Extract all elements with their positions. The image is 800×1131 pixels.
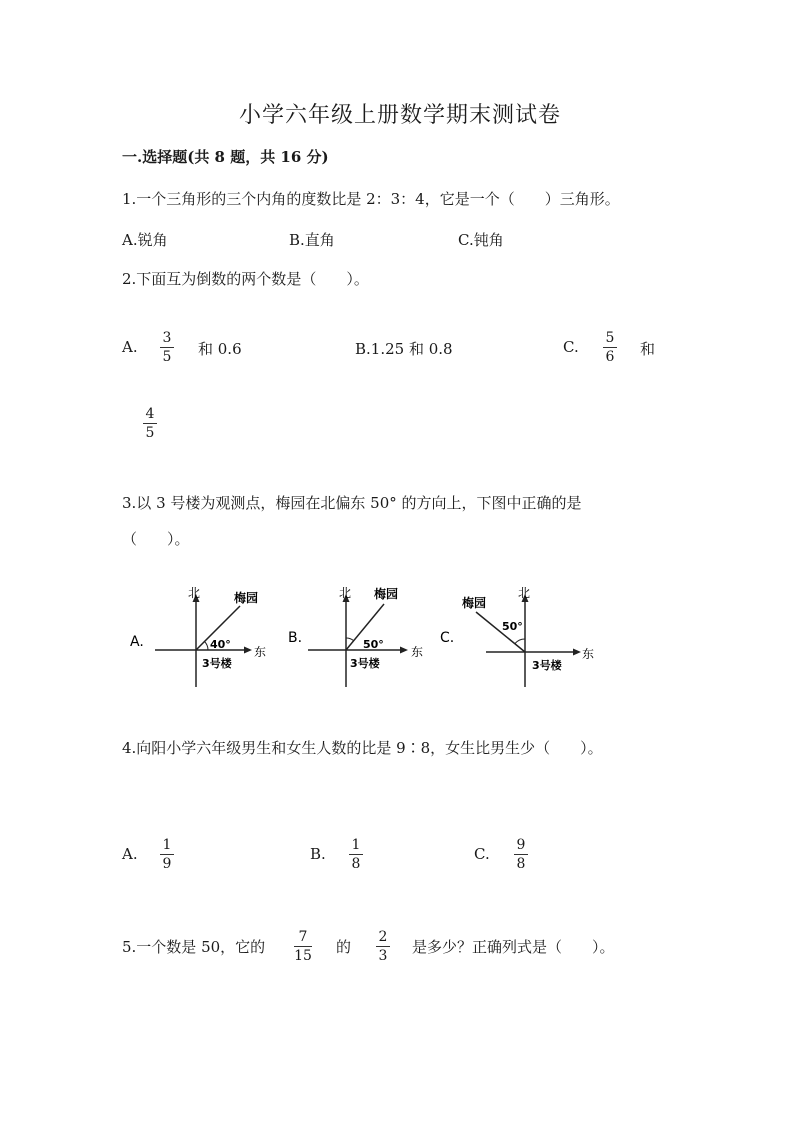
- question-5-fraction-2: [376, 929, 390, 964]
- page-title: 小学六年级上册数学期末测试卷: [238, 103, 561, 128]
- question-1-option-a[interactable]: A.锐角: [122, 231, 168, 249]
- question-4-option-a-fraction: [160, 837, 174, 872]
- question-4-stem: 4.向阳小学六年级男生和女生人数的比是 9∶8，女生比男生少（ ）。: [122, 739, 603, 757]
- target-label: 梅园: [462, 596, 487, 610]
- question-3-stem-line-1: 3.以 3 号楼为观测点，梅园在北偏东 50° 的方向上，下图中正确的是: [122, 494, 582, 512]
- question-3-diagram-a[interactable]: [128, 582, 273, 690]
- fraction-denominator: 15: [294, 948, 312, 964]
- question-2-option-b[interactable]: B.1.25 和 0.8: [355, 340, 453, 358]
- origin-label: 3号楼: [532, 659, 562, 672]
- question-1-option-b[interactable]: B.直角: [289, 231, 335, 249]
- east-label: 东: [582, 647, 595, 661]
- question-5-stem-b: 的: [336, 938, 352, 956]
- fraction-denominator: 6: [605, 349, 615, 365]
- question-4-option-c-fraction: [514, 837, 528, 872]
- north-label: 北: [188, 586, 201, 600]
- east-label: 东: [254, 645, 267, 659]
- target-label: 梅园: [374, 587, 399, 601]
- question-3-diagram-c[interactable]: [438, 582, 603, 690]
- question-1-option-c[interactable]: C.钝角: [458, 231, 504, 249]
- angle-label: 40°: [210, 638, 231, 651]
- question-3-stem-line-2: （ ）。: [122, 530, 190, 548]
- target-label: 梅园: [234, 591, 259, 605]
- diagram-option-label: C.: [440, 630, 455, 646]
- origin-label: 3号楼: [202, 657, 232, 670]
- question-4-option-b-label[interactable]: B.: [310, 845, 326, 863]
- section-heading: 一.选择题(共 8 题，共 16 分): [122, 148, 329, 166]
- question-5-stem-a: 5.一个数是 50，它的: [122, 938, 266, 956]
- angle-label: 50°: [502, 620, 523, 633]
- fraction-numerator: 5: [605, 330, 615, 346]
- question-2-option-c-fraction: [603, 330, 617, 365]
- question-4-option-a-label[interactable]: A.: [122, 845, 138, 863]
- fraction-numerator: 2: [378, 929, 388, 945]
- fraction-denominator: 8: [516, 856, 526, 872]
- north-label: 北: [339, 586, 352, 600]
- fraction-denominator: 9: [162, 856, 172, 872]
- question-2-option-c-fraction-2: [143, 406, 157, 441]
- fraction-numerator: 4: [145, 406, 155, 422]
- origin-label: 3号楼: [350, 657, 380, 670]
- question-5-fraction-1: [294, 929, 312, 964]
- fraction-numerator: 1: [162, 837, 172, 853]
- fraction-denominator: 3: [378, 948, 388, 964]
- fraction-numerator: 1: [351, 837, 361, 853]
- question-2-option-c-label[interactable]: C.: [563, 338, 579, 356]
- north-label: 北: [518, 586, 531, 600]
- fraction-denominator: 8: [351, 856, 361, 872]
- fraction-numerator: 9: [516, 837, 526, 853]
- diagram-option-label: A.: [130, 634, 144, 650]
- question-2-option-a-label[interactable]: A.: [122, 338, 138, 356]
- question-2-option-a-tail: 和 0.6: [198, 340, 242, 358]
- angle-label: 50°: [363, 638, 384, 651]
- east-label: 东: [411, 645, 424, 659]
- question-5-stem-c: 是多少？正确列式是（ ）。: [412, 938, 615, 956]
- question-4-option-b-fraction: [349, 837, 363, 872]
- fraction-numerator: 3: [162, 330, 172, 346]
- question-1-stem: 1.一个三角形的三个内角的度数比是 2：3：4，它是一个（ ）三角形。: [122, 190, 620, 208]
- fraction-denominator: 5: [145, 425, 155, 441]
- question-4-option-c-label[interactable]: C.: [474, 845, 490, 863]
- fraction-denominator: 5: [162, 349, 172, 365]
- question-3-diagram-b[interactable]: [286, 582, 431, 690]
- fraction-numerator: 7: [298, 929, 308, 945]
- question-2-option-c-tail: 和: [640, 340, 656, 358]
- question-2-stem: 2.下面互为倒数的两个数是（ ）。: [122, 270, 369, 288]
- diagram-option-label: B.: [288, 630, 303, 646]
- question-2-option-a-fraction: [160, 330, 174, 365]
